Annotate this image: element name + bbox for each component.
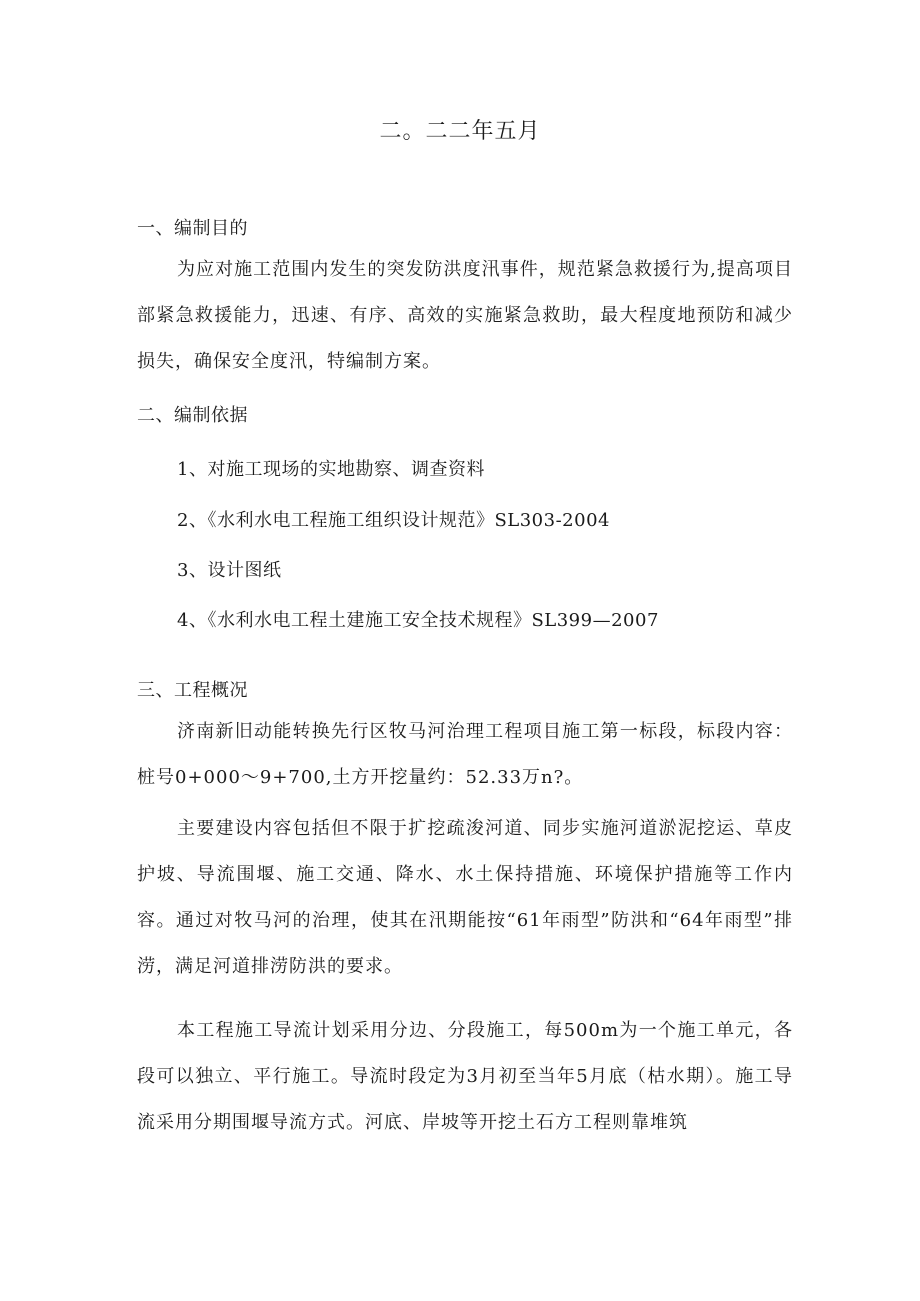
- basis-item-2: 2、《水利水电工程施工组织设计规范》SL303-2004: [177, 510, 610, 531]
- paragraph-overview-3: 本工程施工导流计划采用分边、分段施工，每500m为一个施工单元，各段可以独立、平行施工。导流时段定为3月初至当年5月底（枯水期）。施工导流采用分期围堰导流方式。河底、岸坡等开挖土石方工程则靠堆筑: [137, 1020, 793, 1133]
- section-heading-basis: 二、编制依据: [137, 405, 248, 426]
- basis-item-4: 4、《水利水电工程土建施工安全技术规程》SL399—2007: [177, 610, 659, 631]
- paragraph-purpose: 为应对施工范围内发生的突发防洪度汛事件，规范紧急救援行为,提高项目部紧急救援能力，迅速、有序、高效的实施紧急救助，最大程度地预防和减少损失，确保安全度汛，特编制方案。: [137, 259, 793, 372]
- date-title: 二。二二年五月: [379, 119, 541, 144]
- paragraph-overview-1: 济南新旧动能转换先行区牧马河治理工程项目施工第一标段，标段内容：桩号0+000～9+700,土方开挖量约：52.33万n?。: [137, 721, 793, 788]
- section-heading-purpose: 一、编制目的: [137, 218, 248, 239]
- basis-item-3: 3、设计图纸: [177, 560, 282, 581]
- section-heading-overview: 三、工程概况: [137, 680, 248, 701]
- basis-item-1: 1、对施工现场的实地勘察、调查资料: [177, 459, 485, 480]
- paragraph-overview-2: 主要建设内容包括但不限于扩挖疏浚河道、同步实施河道淤泥挖运、草皮护坡、导流围堰、施工交通、降水、水土保持措施、环境保护措施等工作内容。通过对牧马河的治理，使其在汛期能按“61年雨型”防洪和“64年雨型”排涝，满足河道排涝防洪的要求。: [137, 818, 793, 977]
